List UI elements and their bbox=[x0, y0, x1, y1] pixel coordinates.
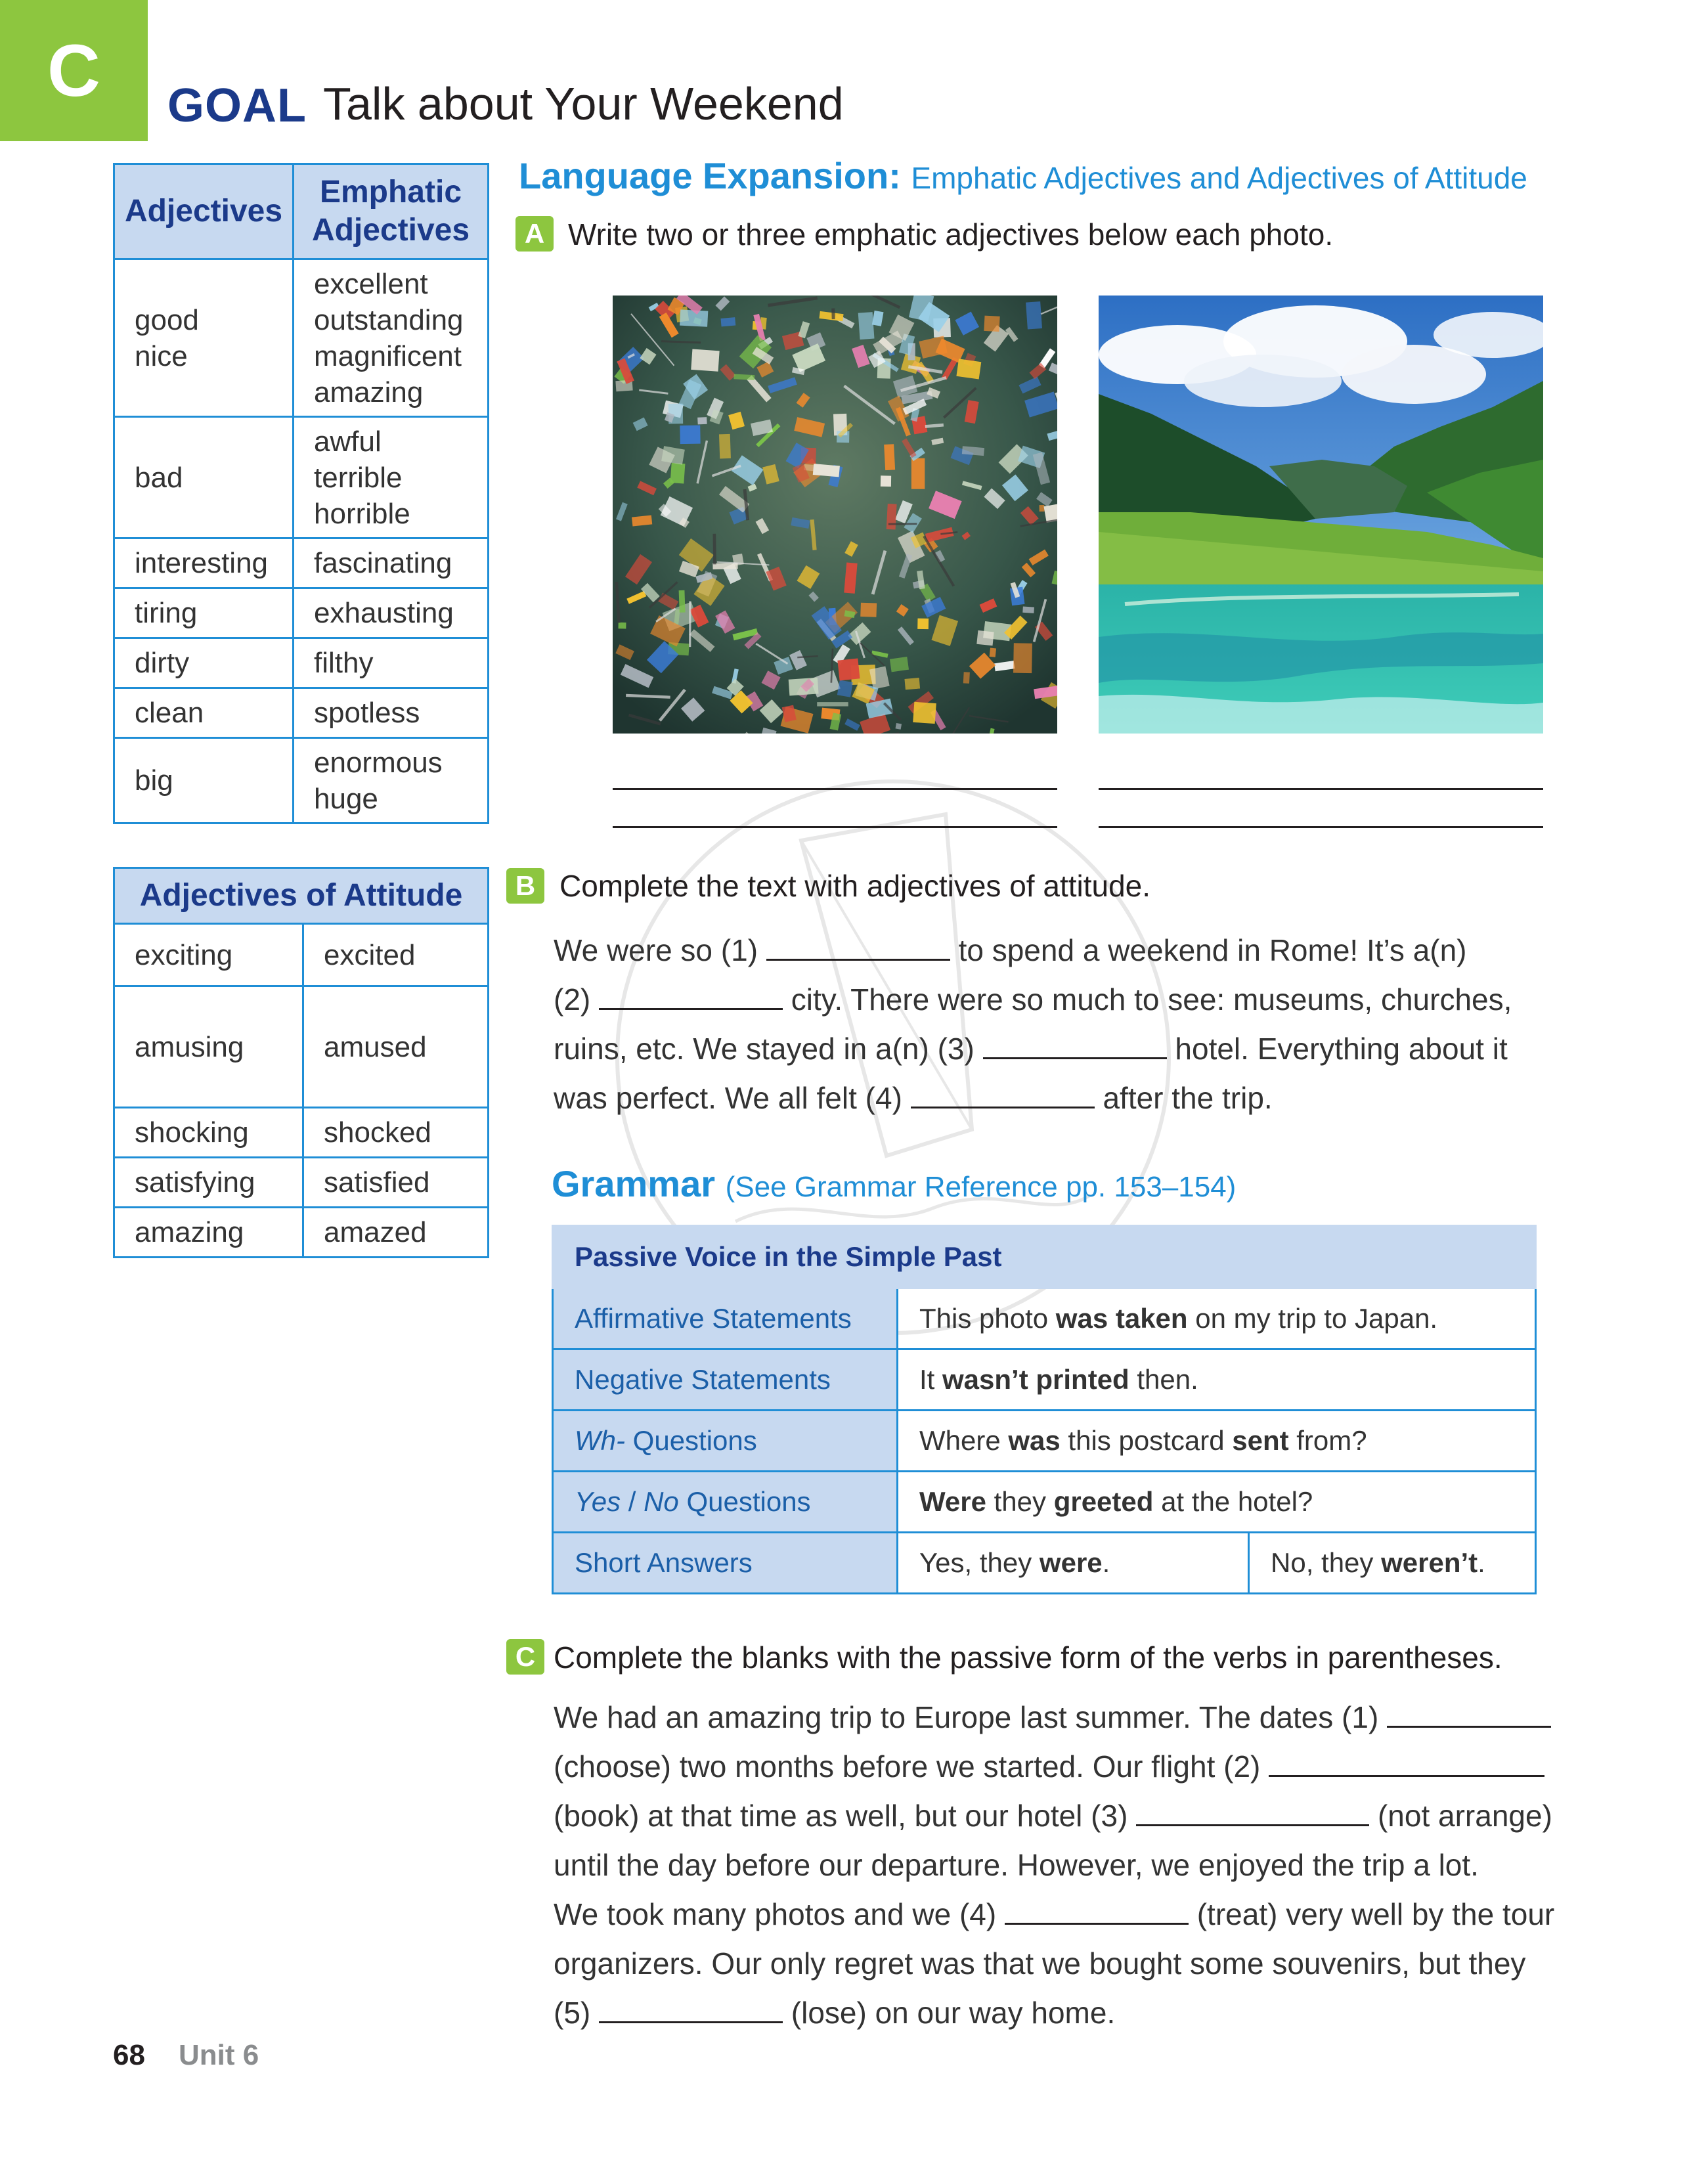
exercise-c-line: until the day before our departure. However, we enjoyed the trip a lot. bbox=[554, 1848, 1479, 1882]
exercise-c-line: We had an amazing trip to Europe last summer. The dates (1) bbox=[554, 1693, 1554, 1742]
table-cell: dirty bbox=[114, 638, 294, 688]
answer-line[interactable] bbox=[613, 826, 1057, 828]
table-row bbox=[114, 1108, 489, 1158]
table-cell: excited bbox=[303, 924, 489, 986]
table-cell: fascinating bbox=[294, 538, 489, 588]
exercise-b-line: was perfect. We all felt (4) after the trip. bbox=[554, 1081, 1273, 1115]
table-cell: excellent outstanding magnificent amazing bbox=[294, 259, 489, 417]
passive-voice-table bbox=[552, 1225, 1537, 1594]
answer-line[interactable] bbox=[613, 788, 1057, 790]
grammar-row-example: Where was this postcard sent from? bbox=[898, 1411, 1536, 1472]
table-cell: good nice bbox=[114, 259, 294, 417]
table-cell: amazed bbox=[303, 1208, 489, 1258]
table-cell: shocked bbox=[303, 1108, 489, 1158]
blank-1[interactable] bbox=[766, 939, 950, 961]
table-row bbox=[553, 1533, 1536, 1594]
exercise-c-text bbox=[554, 1693, 1554, 2038]
table-cell: exhausting bbox=[294, 588, 489, 638]
table-row bbox=[114, 924, 489, 986]
table-cell: big bbox=[114, 738, 294, 823]
table-row bbox=[114, 638, 489, 688]
exercise-c-line: We took many photos and we (4) (treat) very well by the tour bbox=[554, 1897, 1555, 1931]
table-cell: enormous huge bbox=[294, 738, 489, 823]
blank-4[interactable] bbox=[911, 1087, 1095, 1108]
grammar-row-example: It wasn’t printed then. bbox=[898, 1349, 1536, 1411]
exercise-c-instruction: Complete the blanks with the passive form of the verbs in parentheses. bbox=[554, 1640, 1502, 1675]
table-row bbox=[114, 417, 489, 538]
lesson-letter: C bbox=[47, 30, 100, 112]
table-row bbox=[114, 1208, 489, 1258]
table-row bbox=[114, 588, 489, 638]
exercise-b-line: (2) city. There were so much to see: museums, churches, bbox=[554, 982, 1512, 1017]
table-row bbox=[114, 1158, 489, 1208]
table-cell: filthy bbox=[294, 638, 489, 688]
exercise-b-text bbox=[554, 926, 1512, 1123]
blank-5[interactable] bbox=[599, 2002, 783, 2023]
table-row bbox=[114, 538, 489, 588]
table-cell: shocking bbox=[114, 1108, 303, 1158]
grammar-title: Grammar bbox=[552, 1163, 716, 1204]
grammar-row-example-no: No, they weren’t. bbox=[1249, 1533, 1536, 1594]
exercise-c-badge: C bbox=[506, 1639, 544, 1675]
exercise-a-instruction: Write two or three emphatic adjectives below each photo. bbox=[568, 217, 1334, 252]
table-cell: satisfied bbox=[303, 1158, 489, 1208]
goal-title: Talk about Your Weekend bbox=[323, 78, 844, 129]
page-number: 68 bbox=[113, 2039, 145, 2071]
table-row bbox=[114, 738, 489, 823]
table-row bbox=[114, 259, 489, 417]
exercise-b-badge: B bbox=[506, 868, 544, 904]
table-cell: bad bbox=[114, 417, 294, 538]
grammar-row-label: Wh- Questions bbox=[553, 1411, 898, 1472]
language-expansion-title: Language Expansion: bbox=[519, 155, 901, 196]
grammar-table-title: Passive Voice in the Simple Past bbox=[553, 1226, 1536, 1288]
grammar-reference: (See Grammar Reference pp. 153–154) bbox=[725, 1171, 1237, 1203]
grammar-row-label: Yes / No Questions bbox=[553, 1472, 898, 1533]
blank-4[interactable] bbox=[1005, 1903, 1189, 1925]
grammar-row-example: This photo was taken on my trip to Japan. bbox=[898, 1288, 1536, 1349]
exercise-b-line: We were so (1) to spend a weekend in Rome! It’s a(n) bbox=[554, 933, 1467, 967]
language-expansion-subtitle: Emphatic Adjectives and Adjectives of Attitude bbox=[911, 161, 1527, 195]
attitude-adjectives-table bbox=[113, 867, 489, 1258]
unit-label: Unit 6 bbox=[179, 2039, 259, 2071]
table-header-adjectives: Adjectives bbox=[114, 164, 294, 259]
grammar-row-label: Short Answers bbox=[553, 1533, 898, 1594]
language-expansion-heading bbox=[519, 154, 1527, 197]
blank-3[interactable] bbox=[983, 1038, 1167, 1059]
table-header-emphatic: Emphatic Adjectives bbox=[294, 164, 489, 259]
answer-line[interactable] bbox=[1099, 826, 1543, 828]
grammar-heading bbox=[552, 1162, 1236, 1205]
table-header-attitude: Adjectives of Attitude bbox=[114, 868, 489, 924]
table-cell: tiring bbox=[114, 588, 294, 638]
blank-3[interactable] bbox=[1136, 1805, 1369, 1826]
goal-label: GOAL bbox=[167, 79, 307, 132]
table-cell: spotless bbox=[294, 688, 489, 738]
table-cell: amusing bbox=[114, 986, 303, 1108]
table-row bbox=[553, 1349, 1536, 1411]
grammar-row-label: Affirmative Statements bbox=[553, 1288, 898, 1349]
table-cell: amused bbox=[303, 986, 489, 1108]
table-row bbox=[553, 1472, 1536, 1533]
grammar-row-example-yes: Yes, they were. bbox=[898, 1533, 1249, 1594]
emphatic-adjectives-table bbox=[113, 163, 489, 824]
exercise-b-line: ruins, etc. We stayed in a(n) (3) hotel. Everything about it bbox=[554, 1032, 1508, 1066]
table-cell: exciting bbox=[114, 924, 303, 986]
table-row bbox=[114, 688, 489, 738]
lesson-letter-tab bbox=[0, 0, 148, 141]
table-cell: clean bbox=[114, 688, 294, 738]
grammar-row-example: Were they greeted at the hotel? bbox=[898, 1472, 1536, 1533]
blank-1[interactable] bbox=[1387, 1706, 1551, 1728]
table-row bbox=[553, 1288, 1536, 1349]
table-cell: awful terrible horrible bbox=[294, 417, 489, 538]
blank-2[interactable] bbox=[599, 988, 783, 1010]
table-cell: satisfying bbox=[114, 1158, 303, 1208]
grammar-row-label: Negative Statements bbox=[553, 1349, 898, 1411]
exercise-b-instruction: Complete the text with adjectives of attitude. bbox=[559, 869, 1151, 903]
exercise-c-line: organizers. Our only regret was that we bought some souvenirs, but they bbox=[554, 1946, 1526, 1981]
exercise-c-line: (choose) two months before we started. Our flight (2) bbox=[554, 1742, 1554, 1791]
tropical-valley-photo bbox=[1099, 296, 1543, 734]
blank-2[interactable] bbox=[1269, 1755, 1544, 1777]
table-cell: interesting bbox=[114, 538, 294, 588]
exercise-a-badge: A bbox=[515, 216, 554, 252]
table-cell: amazing bbox=[114, 1208, 303, 1258]
table-row bbox=[114, 986, 489, 1108]
exercise-c-line: (book) at that time as well, but our hotel (3) (not arrange) bbox=[554, 1799, 1552, 1833]
ocean-trash-photo bbox=[613, 296, 1057, 734]
exercise-c-line: (5) (lose) on our way home. bbox=[554, 1996, 1116, 2030]
table-row bbox=[553, 1411, 1536, 1472]
answer-line[interactable] bbox=[1099, 788, 1543, 790]
